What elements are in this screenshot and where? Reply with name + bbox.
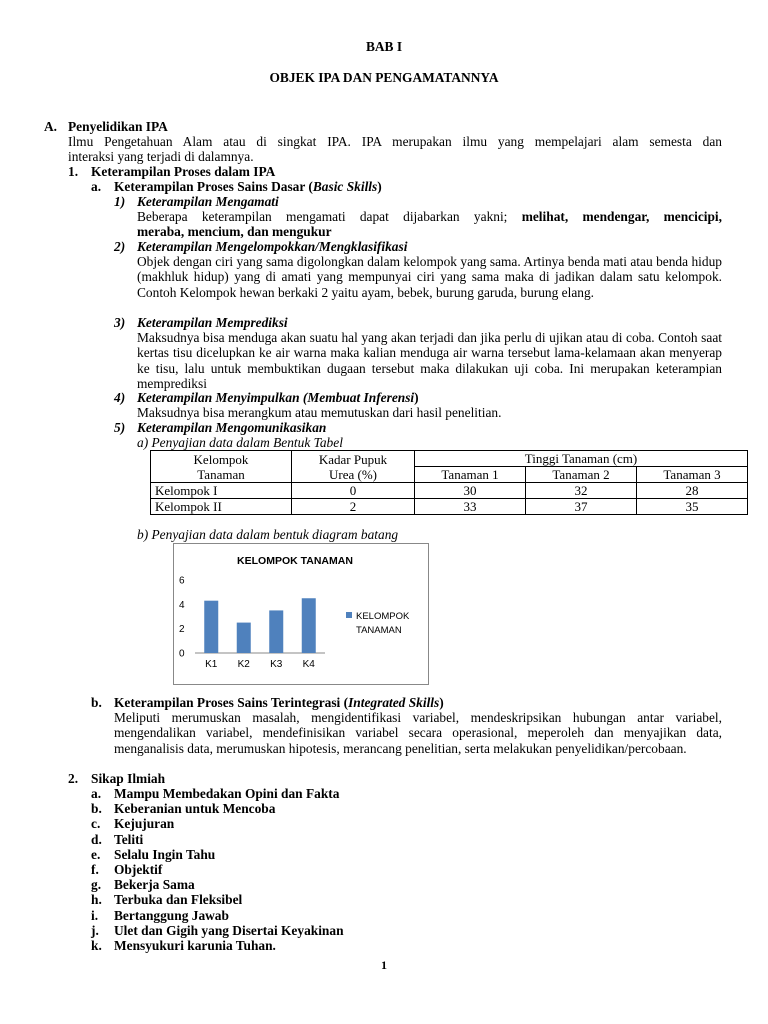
skill-4-number: 4) — [114, 390, 126, 405]
skill-5-number: 5) — [114, 420, 126, 435]
list-item: Teliti — [114, 831, 144, 847]
legend-swatch — [346, 612, 352, 618]
section-a-intro-2: interaksi yang terjadi di dalamnya. — [68, 149, 254, 164]
list-item-letter: j. — [91, 922, 99, 938]
list-item-letter: e. — [91, 846, 101, 862]
bar — [302, 598, 316, 653]
legend-label: TANAMAN — [356, 625, 402, 636]
list-item-letter: d. — [91, 831, 102, 847]
legend-label: KELOMPOK — [356, 611, 410, 622]
bar — [269, 610, 283, 653]
skill-3-title: Keterampilan Memprediksi — [137, 315, 288, 330]
skill-5-title: Keterampilan Mengomunikasikan — [137, 420, 327, 435]
list-item-letter: a. — [91, 786, 102, 801]
skill-2-title: Keterampilan Mengelompokkan/Mengklasifikasi — [137, 239, 408, 254]
subsection-2-title: Sikap Ilmiah — [91, 771, 166, 786]
list-item: Bekerja Sama — [114, 877, 195, 893]
bar-chart — [173, 543, 429, 685]
list-item-letter: b. — [91, 801, 102, 817]
y-tick-label: 2 — [179, 624, 185, 636]
list-item: Ulet dan Gigih yang Disertai Keyakinan — [114, 922, 344, 938]
skill-5-sub-a: a) Penyajian data dalam Bentuk Tabel — [137, 435, 343, 450]
x-tick-label: K2 — [237, 659, 250, 670]
y-tick-label: 6 — [179, 575, 185, 587]
list-item-letter: g. — [91, 877, 102, 893]
skill-3-number: 3) — [114, 315, 126, 330]
x-tick-label: K3 — [270, 659, 283, 670]
table-row: Kelompok II 2 33 37 35 — [151, 499, 748, 515]
list-item: Bertanggung Jawab — [114, 907, 229, 923]
subsection-1-number: 1. — [68, 164, 79, 179]
chart-title: KELOMPOK TANAMAN — [237, 555, 353, 567]
skill-4-title: Keterampilan Menyimpulkan (Membuat Inferensi) — [137, 390, 419, 405]
skill-4-text: Maksudnya bisa merangkum atau memutuskan dari hasil penelitian. — [137, 405, 502, 420]
skill-1-text: Beberapa keterampilan mengamati dapat dijabarkan yakni; melihat, mendengar, mencicipi, — [137, 209, 723, 224]
section-a-title: Penyelidikan IPA — [68, 119, 168, 134]
page-number: 1 — [381, 958, 387, 972]
x-tick-label: K4 — [302, 659, 315, 670]
subsection-1a-title: Keterampilan Proses Sains Dasar (Basic Skills) — [114, 179, 382, 194]
th-kadar: Kadar Pupuk Urea (%) — [292, 451, 415, 483]
subsection-1b-text: Meliputi merumuskan masalah, mengidentifikasi variabel, mendeskripsikan hubungan antar variabel, mengendalikan variabel, mendefinisikan variabel secara operasional, meperoleh dan menyajikan data, menganalisis data, merumuskan hipotesis, merancang penelitian, serta melakukan penyelidikan/percobaan. — [114, 710, 722, 756]
chapter-title: OBJEK IPA DAN PENGAMATANNYA — [269, 70, 499, 85]
list-item: Mensyukuri karunia Tuhan. — [114, 938, 276, 953]
bar-chart-svg — [174, 544, 428, 684]
list-item: Keberanian untuk Mencoba — [114, 801, 276, 817]
subsection-2-number: 2. — [68, 771, 79, 786]
list-item-letter: f. — [91, 862, 99, 877]
list-item-letter: h. — [91, 892, 102, 908]
section-a-intro-1: Ilmu Pengetahuan Alam atau di singkat IPA. IPA merupakan ilmu yang mempelajari alam semesta dan — [68, 134, 722, 149]
y-tick-label: 0 — [179, 648, 185, 660]
x-tick-label: K1 — [205, 659, 218, 670]
subsection-1b-letter: b. — [91, 695, 102, 710]
data-table — [150, 450, 748, 515]
skill-1-number: 1) — [114, 194, 126, 209]
subsection-1b-title: Keterampilan Proses Sains Terintegrasi (Integrated Skills) — [114, 695, 444, 710]
y-tick-label: 4 — [179, 599, 185, 611]
list-item: Mampu Membedakan Opini dan Fakta — [114, 786, 340, 801]
skill-1-text-2: meraba, mencium, dan mengukur — [137, 224, 332, 239]
bar — [204, 601, 218, 653]
th-tinggi: Tinggi Tanaman (cm) — [415, 451, 748, 467]
list-item: Kejujuran — [114, 816, 175, 832]
th-tanaman-1: Tanaman 1 — [415, 467, 526, 483]
th-tanaman-2: Tanaman 2 — [526, 467, 637, 483]
bar — [237, 623, 251, 653]
section-a-label: A. — [44, 119, 58, 134]
skill-3-text: Maksudnya bisa menduga akan suatu hal yang akan terjadi dan jika perlu di ujikan atau di coba. Contoh saat kertas tisu dicelupkan ke air warna maka kalian menduga air warna tersebut lama-kelamaan akan menyerap ke tisu, lalu untuk membuktikan dugaan tersebut maka dilakukan uji coba. Ini merupakan keterampian memprediksi — [137, 330, 722, 392]
subsection-1-title: Keterampilan Proses dalam IPA — [91, 164, 276, 179]
table-row: Kelompok I 0 30 32 28 — [151, 483, 748, 499]
list-item-letter: i. — [91, 907, 99, 923]
list-item: Terbuka dan Fleksibel — [114, 892, 243, 908]
chapter-label: BAB I — [365, 39, 403, 54]
skill-5-sub-b: b) Penyajian data dalam bentuk diagram batang — [137, 527, 399, 542]
skill-1-title: Keterampilan Mengamati — [137, 194, 279, 209]
th-tanaman-3: Tanaman 3 — [637, 467, 748, 483]
list-item: Selalu Ingin Tahu — [114, 846, 216, 862]
subsection-1a-letter: a. — [91, 179, 102, 194]
list-item-letter: c. — [91, 816, 101, 832]
list-item-letter: k. — [91, 938, 102, 953]
skill-2-number: 2) — [114, 239, 126, 254]
skill-2-text: Objek dengan ciri yang sama digolongkan dalam kelompok yang sama. Artinya benda mati atau benda hidup (makhluk hidup) yang di amati yang mempunyai ciri yang sama maka di jadikan dalam satu kelompok. Contoh Kelompok hewan berkaki 2 yaitu ayam, bebek, burung garuda, burung elang. — [137, 254, 722, 300]
th-kelompok: Kelompok Tanaman — [151, 451, 292, 483]
list-item: Objektif — [114, 862, 163, 877]
